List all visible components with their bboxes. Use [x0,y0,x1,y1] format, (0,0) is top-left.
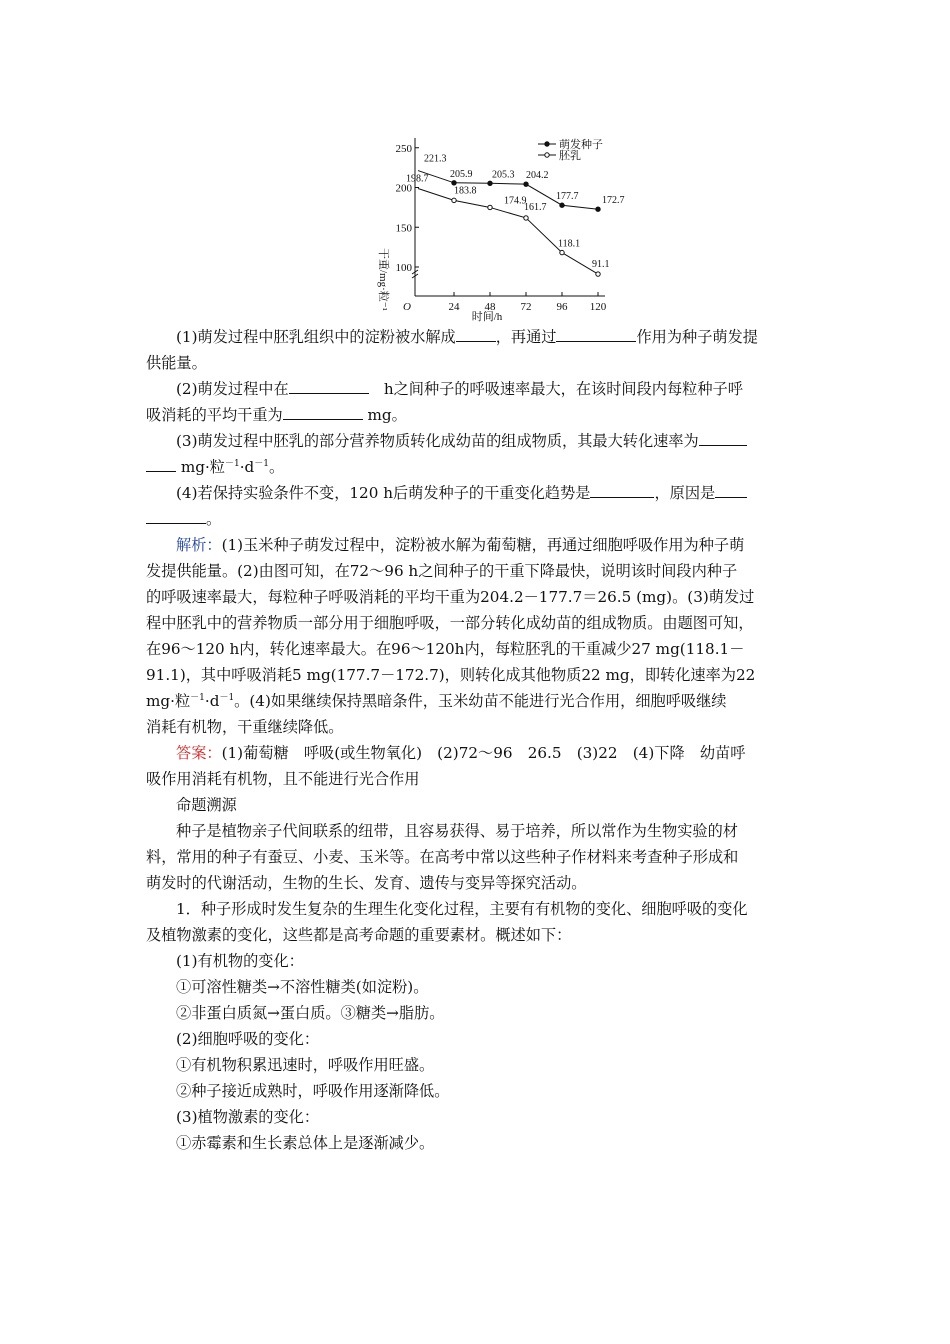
data-label: 118.1 [558,238,581,250]
data-label: 174.9 [504,195,527,207]
answer-blank [283,404,363,420]
analysis-line-4: 程中胚乳中的营养物质一部分用于细胞呼吸，一部分转化成幼苗的组成物质。由题图可知， [146,614,754,632]
y-tick-label: 100 [395,262,412,274]
question-3-line-2: mg·粒$^{-1}\cdot d^{-1}$。 [146,454,810,480]
subheading: (3)植物激素的变化： [176,1108,320,1126]
answer-blank [715,482,747,498]
subheading: (1)有机物的变化： [176,952,304,970]
chart-legend [538,137,603,162]
answer-blank [699,430,747,446]
x-tick-label: 48 [484,301,496,313]
data-label: 91.1 [592,259,610,271]
section-heading: 命题溯源 [176,796,237,814]
question-4-line-2: 。 [146,506,810,532]
legend-label: 萌发种子 [559,139,603,151]
data-label: 172.7 [602,195,625,207]
list-item: ①有机物积累迅速时，呼吸作用旺盛。 [176,1056,435,1074]
analysis-line-1: 解析：(1)玉米种子萌发过程中，淀粉被水解为葡萄糖，再通过细胞呼吸作用为种子萌 [176,536,745,554]
subheading: (2)细胞呼吸的变化： [176,1030,320,1048]
x-tick-label: 24 [448,301,460,313]
series-1-point [452,181,456,185]
analysis-line-6: 91.1)，其中呼吸消耗5 mg(177.7－172.7)，则转化成其他物质22 mg，即转化速率为22 [146,666,756,684]
y-tick-label: 250 [395,142,412,155]
series-2-point [596,272,600,276]
data-label: 177.7 [556,191,579,203]
paragraph-line: 及植物激素的变化，这些都是高考命题的重要素材。概述如下： [146,926,572,944]
answer-line-2: 吸作用消耗有机物，且不能进行光合作用 [146,770,420,788]
data-label: 205.3 [492,169,515,181]
legend-marker [545,142,549,146]
question-1-line-1: (1)萌发过程中胚乳组织中的淀粉被水解成 ，再通过 作用为种子萌发提 [176,328,758,346]
list-item: ②种子接近成熟时，呼吸作用逐渐降低。 [176,1082,450,1100]
y-tick-label: 200 [395,182,412,195]
data-label: 205.9 [450,168,473,180]
answer-blank [146,508,206,524]
series-1-point [488,181,492,185]
document-body [146,324,810,1156]
x-tick-label: 72 [520,301,532,313]
answer-label: 答案： [176,744,222,762]
series-1-point [596,207,600,211]
analysis-line-3: 的呼吸速率最大，每粒种子呼吸消耗的平均干重为204.2－177.7＝26.5 (mg)。(3)萌发过 [146,588,755,606]
question-1-line-2: 供能量。 [146,354,207,372]
data-label: 183.8 [454,185,477,197]
paragraph-line: 料，常用的种子有蚕豆、小麦、玉米等。在高考中常以这些种子作材料来考查种子形成和 [146,848,739,866]
series-2-point [452,198,456,202]
data-label: 161.7 [524,201,547,213]
y-tick-label: 150 [395,222,412,235]
chart-axes [396,138,607,323]
analysis-line-7: mg·粒$^{-1}\cdot d^{-1}$。(4)如果继续保持黑暗条件，玉米幼苗不能进行光合作用，细胞呼吸继续 [146,692,727,710]
data-label: 198.7 [406,173,429,185]
series-1-point [524,182,528,186]
list-item: ①可溶性糖类→不溶性糖类(如淀粉)。 [176,978,429,996]
paragraph-line: 萌发时的代谢活动，生物的生长、发育、遗传与变异等探究活动。 [146,874,587,892]
list-item: ②非蛋白质氮→蛋白质。③糖类→脂肪。 [176,1004,445,1022]
x-tick-label: 120 [589,301,607,313]
analysis-line-2: 发提供能量。(2)由图可知，在72～96 h之间种子的干重下降最快，说明该时间段内种子 [146,562,738,580]
answer-blank [289,378,369,394]
origin-label: O [403,301,411,313]
y-axis-label: 干重/mg·粒⁻¹ [377,248,389,311]
series-2-point [524,216,528,220]
data-label: 221.3 [424,153,447,165]
x-axis-label: 时间/h [471,311,503,323]
paragraph-line: 种子是植物亲子代间联系的纽带，且容易获得、易于培养，所以常作为生物实验的材 [176,822,738,840]
paragraph-line: 1．种子形成时发生复杂的生理生化变化过程，主要有有机物的变化、细胞呼吸的变化 [176,900,748,918]
analysis-line-5: 在96～120 h内，转化速率最大。在96～120h内，每粒胚乳的干重减少27 mg(118.1－ [146,640,745,658]
question-3-line-1: (3)萌发过程中胚乳的部分营养物质转化成幼苗的组成物质，其最大转化速率为 [146,428,810,454]
question-2-line-2: 吸消耗的平均干重为 mg。 [146,406,407,424]
answer-blank [590,482,654,498]
legend-marker [545,153,549,157]
list-item: ①赤霉素和生长素总体上是逐渐减少。 [176,1134,435,1152]
x-tick-label: 96 [556,301,568,313]
answer-line-1: 答案：(1)葡萄糖 呼吸(或生物氧化) (2)72～96 26.5 (3)22 (4)下降 幼苗呼 [176,744,746,762]
dry-weight-chart [360,128,625,323]
analysis-line-8: 消耗有机物，干重继续降低。 [146,718,344,736]
answer-blank [556,326,636,342]
question-2-line-1: (2)萌发过程中在 h之间种子的呼吸速率最大，在该时间段内每粒种子呼 [176,380,743,398]
series-1-point [560,203,564,207]
series-2-point [488,205,492,209]
data-label: 204.2 [526,170,549,182]
answer-blank [146,456,176,472]
analysis-label: 解析： [176,536,222,554]
question-4-line-1: (4)若保持实验条件不变，120 h后萌发种子的干重变化趋势是 ，原因是 [146,480,810,506]
series-2-point [560,250,564,254]
chart-marks [406,154,625,277]
legend-label: 胚乳 [559,150,581,162]
answer-blank [456,326,496,342]
